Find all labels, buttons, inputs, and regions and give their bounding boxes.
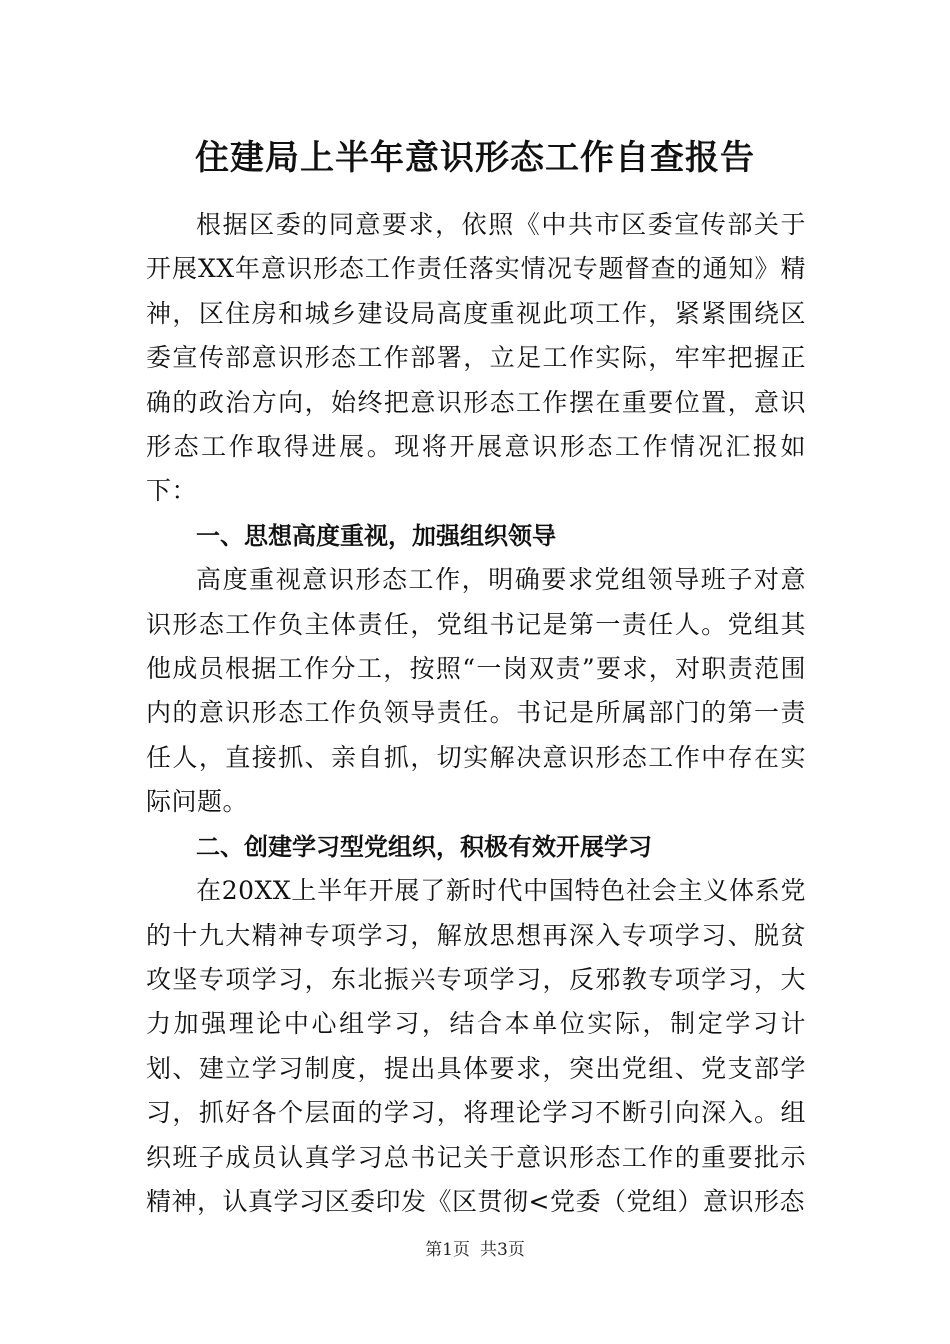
document-title: 住建局上半年意识形态工作自查报告 xyxy=(195,138,755,178)
page-number-current: 第1页 xyxy=(425,1240,470,1260)
document-body xyxy=(146,203,806,1224)
page-number-total: 共3页 xyxy=(480,1240,525,1260)
section-heading-1: 一、思想高度重视，加强组织领导 xyxy=(196,521,556,550)
section-2-paragraph: 在20XX上半年开展了新时代中国特色社会主义体系党的十九大精神专项学习，解放思想再深入专项学习、脱贫攻坚专项学习，东北振兴专项学习，反邪教专项学习，大力加强理论中心组学习，结合本单位实际，制定学习计划、建立学习制度，提出具体要求，突出党组、党支部学习，抓好各个层面的学习，将理论学习不断引向深入。组织班子成员认真学习总书记关于意识形态工作的重要批示精神，认真学习区委印发《区贯彻<党委（党组）意识形态 xyxy=(146,876,806,1216)
page-footer xyxy=(0,1238,950,1262)
intro-paragraph: 根据区委的同意要求，依照《中共市区委宣传部关于开展XX年意识形态工作责任落实情况专题督查的通知》精神，区住房和城乡建设局高度重视此项工作，紧紧围绕区委宣传部意识形态工作部署，立足工作实际，牢牢把握正确的政治方向，始终把意识形态工作摆在重要位置，意识形态工作取得进展。现将开展意识形态工作情况汇报如下： xyxy=(146,210,806,506)
section-heading-2: 二、创建学习型党组织，积极有效开展学习 xyxy=(196,832,652,861)
section-1-paragraph: 高度重视意识形态工作，明确要求党组领导班子对意识形态工作负主体责任，党组书记是第一责任人。党组其他成员根据工作分工，按照“一岗双责”要求，对职责范围内的意识形态工作负领导责任。书记是所属部门的第一责任人，直接抓、亲自抓，切实解决意识形态工作中存在实际问题。 xyxy=(146,565,806,817)
